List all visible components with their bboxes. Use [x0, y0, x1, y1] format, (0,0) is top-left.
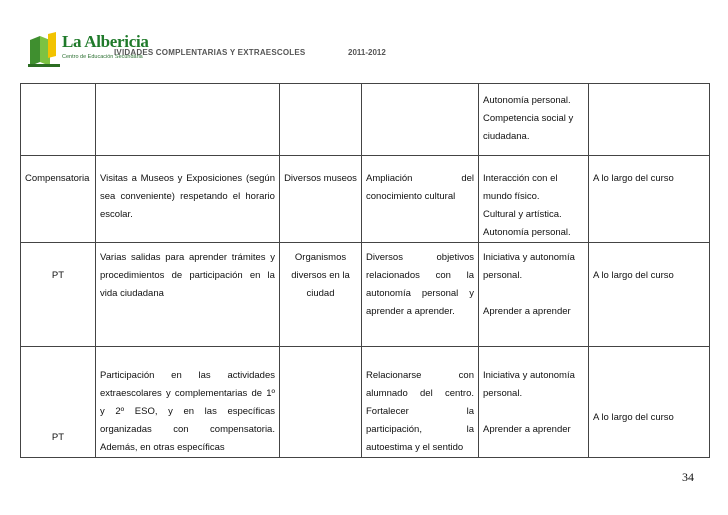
cell-line: Aprender a aprender — [483, 306, 571, 317]
cell-activity — [96, 243, 280, 347]
cell-line: mundo físico. — [483, 191, 540, 202]
cell-line: Relacionarse con — [366, 370, 474, 381]
cell-group — [21, 156, 96, 243]
activities-table — [20, 83, 710, 458]
cell-competences — [479, 243, 589, 347]
cell-group — [21, 243, 96, 347]
cell-line: escolar. — [100, 209, 133, 220]
table-row — [21, 243, 710, 347]
cell-line: conocimiento cultural — [366, 191, 456, 202]
cell-objectives — [362, 84, 479, 156]
cell-activity — [96, 347, 280, 458]
cell-line: Diversos objetivos — [366, 252, 474, 263]
cell-objectives — [362, 156, 479, 243]
book-icon — [28, 32, 62, 68]
cell-line: relacionados con la — [366, 270, 474, 281]
cell-line: autonomía personal y — [366, 288, 474, 299]
cell-line: Ampliación del — [366, 173, 474, 184]
cell-line: Iniciativa y autonomía — [483, 370, 575, 381]
cell-line: y 2º ESO, y en las específicas — [100, 406, 275, 417]
cell-place — [280, 84, 362, 156]
cell-timing — [589, 347, 710, 458]
cell-line: Autonomía personal. — [483, 95, 571, 106]
group-label: PT — [51, 432, 65, 443]
cell-line — [483, 403, 584, 421]
cell-line: procedimientos de participación en la — [100, 270, 275, 281]
logo-name: La Albericia — [62, 32, 149, 51]
cell-place — [280, 156, 362, 243]
group-label: Compensatoria — [25, 173, 90, 184]
cell-competences — [479, 84, 589, 156]
document-title: IVIDADES COMPLENTARIAS Y EXTRAESCOLES — [114, 48, 306, 57]
cell-line: Iniciativa y autonomía — [483, 252, 575, 263]
cell-line: diversos en la — [291, 270, 350, 281]
timing-label: A lo largo del curso — [593, 270, 674, 281]
cell-line: Organismos — [294, 252, 347, 263]
cell-line: Interacción con el — [483, 173, 558, 184]
table-row — [21, 156, 710, 243]
cell-timing — [589, 156, 710, 243]
cell-competences — [479, 347, 589, 458]
cell-objectives — [362, 347, 479, 458]
cell-line: aprender a aprender. — [366, 306, 455, 317]
cell-line: extraescolares y complementarias de 1º — [100, 388, 275, 399]
cell-line: autoestima y el sentido — [366, 442, 464, 453]
school-year: 2011-2012 — [348, 48, 386, 57]
cell-line: participación, la — [366, 424, 474, 435]
cell-line: Además, en otras específicas — [100, 442, 225, 453]
cell-line: Competencia social y — [483, 113, 574, 124]
cell-line: organizadas con compensatoria. — [100, 424, 275, 435]
cell-line: Diversos museos — [284, 173, 357, 184]
cell-objectives — [362, 243, 479, 347]
table-row — [21, 347, 710, 458]
cell-line: personal. — [483, 388, 523, 399]
cell-line — [483, 285, 584, 303]
cell-group — [21, 347, 96, 458]
cell-line: Varias salidas para aprender trámites y — [100, 252, 275, 263]
cell-activity — [96, 156, 280, 243]
cell-timing — [589, 84, 710, 156]
logo-subtitle: Centro de Educación Secundaria — [62, 54, 143, 60]
timing-label: A lo largo del curso — [593, 412, 674, 423]
cell-line: Participación en las actividades — [100, 370, 275, 381]
table-row — [21, 84, 710, 156]
cell-line: vida ciudadana — [100, 288, 164, 299]
cell-line: Autonomía personal. — [483, 227, 571, 238]
cell-line: Fortalecer la — [366, 406, 474, 417]
cell-timing — [589, 243, 710, 347]
cell-line: Aprender a aprender — [483, 424, 571, 435]
timing-label: A lo largo del curso — [593, 173, 674, 184]
cell-competences — [479, 156, 589, 243]
cell-place — [280, 243, 362, 347]
cell-group — [21, 84, 96, 156]
group-label: PT — [51, 270, 65, 281]
cell-activity — [96, 84, 280, 156]
cell-line: personal. — [483, 270, 523, 281]
cell-line: alumnado del centro. — [366, 388, 474, 399]
cell-line: ciudad — [306, 288, 335, 299]
cell-line: sea conveniente) respetando el horario — [100, 191, 275, 202]
cell-place — [280, 347, 362, 458]
page-number: 34 — [682, 470, 694, 484]
cell-line: Cultural y artística. — [483, 209, 562, 220]
cell-line: Visitas a Museos y Exposiciones (según — [100, 173, 275, 184]
cell-line: ciudadana. — [483, 131, 530, 142]
page-header — [28, 26, 708, 76]
